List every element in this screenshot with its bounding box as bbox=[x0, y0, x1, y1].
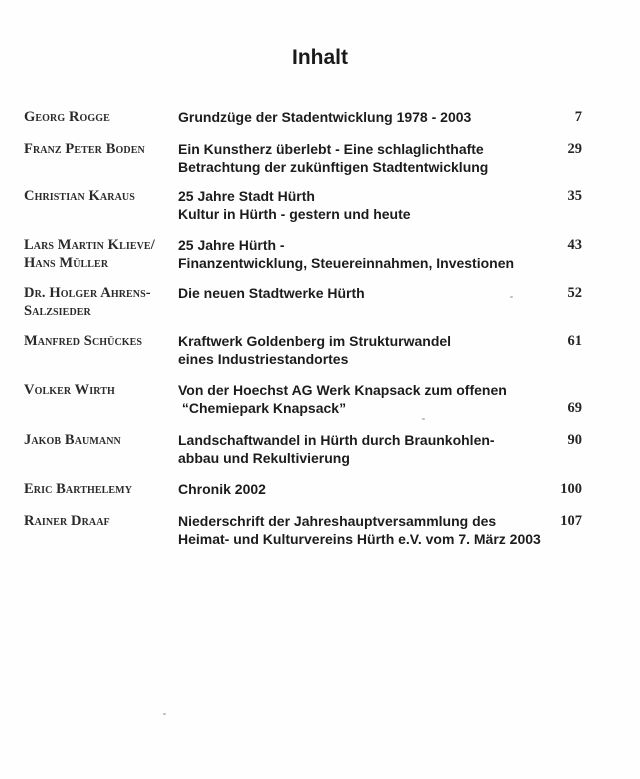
toc-page-number: 35 bbox=[567, 188, 582, 204]
toc-title-line: Ein Kunstherz überlebt - Eine schlaglichthafte bbox=[178, 141, 484, 157]
toc-article-title bbox=[178, 236, 548, 272]
toc-title-line: Kraftwerk Goldenberg im Strukturwandel bbox=[178, 333, 452, 349]
toc-title-line: Chronik 2002 bbox=[178, 481, 266, 497]
toc-author: Eric Barthelemy bbox=[24, 481, 133, 497]
toc-title-line: eines Industriestandortes bbox=[178, 351, 349, 367]
toc-author-line: Dr. Holger Ahrens- bbox=[24, 285, 151, 301]
toc-author-line: Hans Müller bbox=[24, 255, 109, 271]
toc-title-line: Niederschrift der Jahreshauptversammlung des bbox=[178, 513, 497, 529]
toc-article-title bbox=[178, 332, 548, 368]
scan-speck bbox=[510, 296, 513, 298]
toc-title-line: Die neuen Stadtwerke Hürth bbox=[178, 285, 365, 301]
toc-title-line: abbau und Rekultivierung bbox=[178, 450, 350, 466]
toc-page-number: 100 bbox=[560, 481, 582, 497]
toc-author: Jakob Baumann bbox=[24, 432, 121, 448]
toc-author: Franz Peter Boden bbox=[24, 141, 145, 157]
toc-title-line: Landschaftwandel in Hürth durch Braunkohlen- bbox=[178, 432, 495, 448]
toc-title-line: 25 Jahre Stadt Hürth bbox=[178, 188, 315, 204]
toc-author-line: Lars Martin Klieve/ bbox=[24, 237, 155, 253]
toc-author: Rainer Draaf bbox=[24, 513, 110, 529]
toc-article-title bbox=[178, 284, 548, 302]
toc-page-number: 43 bbox=[567, 237, 582, 253]
toc-author bbox=[24, 236, 174, 272]
toc-page-number: 7 bbox=[574, 109, 582, 125]
toc-title-line: Finanzentwicklung, Steuereinnahmen, Investionen bbox=[178, 255, 515, 271]
toc-title-line: Heimat- und Kulturvereins Hürth e.V. vom 7. März 2003 bbox=[178, 531, 541, 547]
toc-title-line: Betrachtung der zukünftigen Stadtentwicklung bbox=[178, 159, 489, 175]
toc-page-number: 69 bbox=[567, 400, 582, 416]
toc-article-title bbox=[178, 187, 548, 223]
toc-title-line: Kultur in Hürth - gestern und heute bbox=[178, 206, 411, 222]
toc-title-line: Grundzüge der Stadentwicklung 1978 - 2003 bbox=[178, 109, 472, 125]
toc-author bbox=[24, 284, 174, 320]
toc-title-line: 25 Jahre Hürth - bbox=[178, 237, 285, 253]
toc-page-number: 61 bbox=[567, 333, 582, 349]
toc-article-title bbox=[178, 108, 548, 126]
toc-author: Manfred Schückes bbox=[24, 333, 143, 349]
scan-speck bbox=[163, 713, 166, 715]
toc-article-title bbox=[178, 480, 548, 498]
toc-author: Georg Rogge bbox=[24, 109, 110, 125]
page-title: Inhalt bbox=[292, 46, 348, 69]
toc-author: Christian Karaus bbox=[24, 188, 135, 204]
toc-article-title bbox=[178, 381, 548, 417]
toc-page-number: 90 bbox=[567, 432, 582, 448]
toc-page-number: 29 bbox=[567, 141, 582, 157]
toc-title-line: “Chemiepark Knapsack” bbox=[178, 400, 347, 416]
toc-title-line: Von der Hoechst AG Werk Knapsack zum offenen bbox=[178, 382, 507, 398]
toc-author: Volker Wirth bbox=[24, 382, 115, 398]
toc-page-number: 52 bbox=[567, 285, 582, 301]
toc-article-title bbox=[178, 140, 548, 176]
toc-author-line: Salzsieder bbox=[24, 303, 91, 319]
scan-speck bbox=[422, 418, 425, 420]
toc-article-title bbox=[178, 512, 548, 548]
toc-article-title bbox=[178, 431, 548, 467]
toc-page-number: 107 bbox=[560, 513, 582, 529]
